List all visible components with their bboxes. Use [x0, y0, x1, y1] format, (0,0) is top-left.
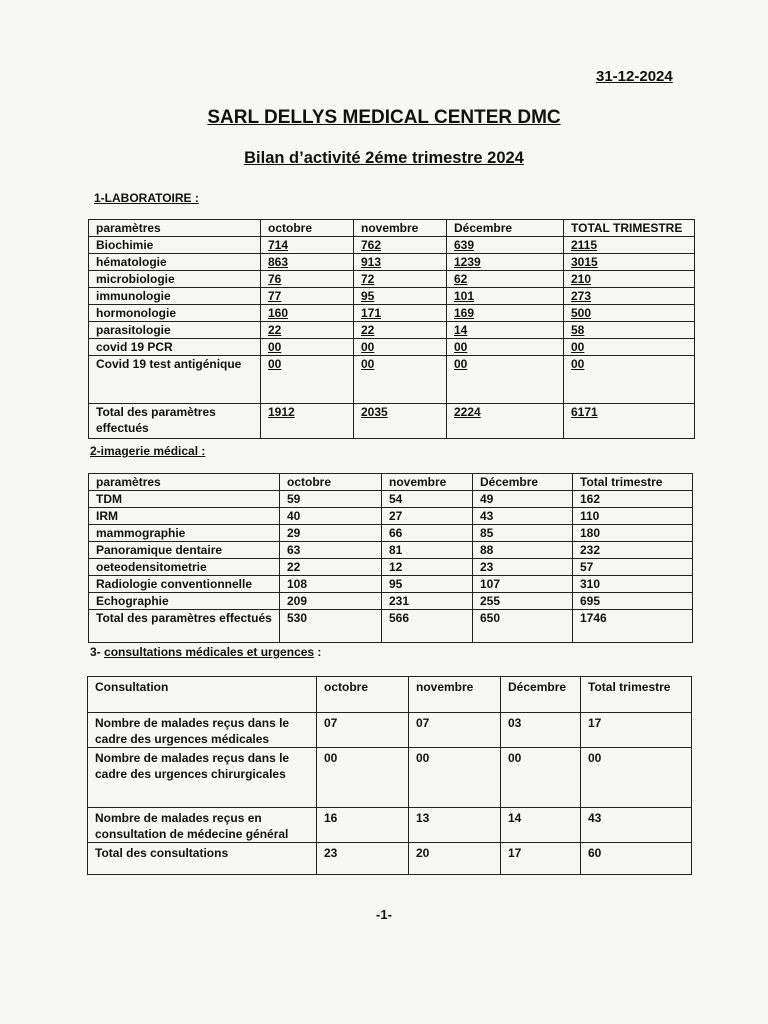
- column-header: paramètres: [89, 220, 261, 237]
- page-number: -1-: [376, 907, 392, 922]
- table-cell: 762: [354, 237, 447, 254]
- row-label: Nombre de malades reçus dans le cadre des urgences médicales: [88, 713, 317, 748]
- table-row: [89, 508, 693, 525]
- table-row: [89, 322, 695, 339]
- consultations-heading-suffix: :: [314, 645, 322, 659]
- table-cell: 43: [581, 808, 692, 843]
- row-label: covid 19 PCR: [89, 339, 261, 356]
- row-label: Panoramique dentaire: [89, 542, 280, 559]
- table-cell: 00: [564, 356, 695, 404]
- table-cell: 00: [564, 339, 695, 356]
- table-row: [88, 713, 692, 748]
- table-cell: 108: [280, 576, 382, 593]
- row-label: Total des paramètres effectués: [89, 404, 261, 439]
- table-cell: 77: [261, 288, 354, 305]
- column-header: octobre: [280, 474, 382, 491]
- table-cell: 101: [447, 288, 564, 305]
- table-cell: 3015: [564, 254, 695, 271]
- table-cell: 210: [564, 271, 695, 288]
- table-cell: 110: [573, 508, 693, 525]
- table-cell: 169: [447, 305, 564, 322]
- section-laboratoire-heading: 1-LABORATOIRE :: [94, 191, 199, 205]
- row-label: Biochimie: [89, 237, 261, 254]
- table-row: [89, 288, 695, 305]
- table-cell: 58: [564, 322, 695, 339]
- table-row: [89, 542, 693, 559]
- row-label: Total des consultations: [88, 843, 317, 875]
- table-cell: 14: [447, 322, 564, 339]
- table-cell: 81: [382, 542, 473, 559]
- table-cell: 00: [354, 356, 447, 404]
- row-label: hématologie: [89, 254, 261, 271]
- table-cell: 95: [354, 288, 447, 305]
- section-imagerie-heading: 2-imagerie médical :: [90, 444, 206, 458]
- column-header: Décembre: [447, 220, 564, 237]
- table-cell: 530: [280, 610, 382, 643]
- table-row: [89, 491, 693, 508]
- table-cell: 27: [382, 508, 473, 525]
- column-header: Total trimestre: [573, 474, 693, 491]
- consultations-heading-text: consultations médicales et urgences: [104, 645, 315, 659]
- table-row: [89, 404, 695, 439]
- table-row: [89, 305, 695, 322]
- table-row: [89, 610, 693, 643]
- table-header-row: [88, 677, 692, 713]
- table-cell: 714: [261, 237, 354, 254]
- table-cell: 00: [354, 339, 447, 356]
- table-cell: 03: [501, 713, 581, 748]
- table-cell: 6171: [564, 404, 695, 439]
- table-cell: 12: [382, 559, 473, 576]
- table-cell: 310: [573, 576, 693, 593]
- table-cell: 54: [382, 491, 473, 508]
- row-label: mammographie: [89, 525, 280, 542]
- table-cell: 273: [564, 288, 695, 305]
- section-consultations-heading: [90, 645, 321, 659]
- column-header: paramètres: [89, 474, 280, 491]
- table-cell: 107: [473, 576, 573, 593]
- table-cell: 95: [382, 576, 473, 593]
- table-cell: 639: [447, 237, 564, 254]
- table-row: [89, 593, 693, 610]
- table-cell: 650: [473, 610, 573, 643]
- table-cell: 00: [447, 339, 564, 356]
- row-label: Nombre de malades reçus en consultation de médecine général: [88, 808, 317, 843]
- table-cell: 29: [280, 525, 382, 542]
- table-cell: 22: [261, 322, 354, 339]
- table-cell: 72: [354, 271, 447, 288]
- table-cell: 76: [261, 271, 354, 288]
- table-cell: 88: [473, 542, 573, 559]
- table-cell: 49: [473, 491, 573, 508]
- table-cell: 17: [501, 843, 581, 875]
- table-cell: 43: [473, 508, 573, 525]
- table-row: [89, 576, 693, 593]
- table-cell: 232: [573, 542, 693, 559]
- row-label: oeteodensitometrie: [89, 559, 280, 576]
- table-cell: 171: [354, 305, 447, 322]
- column-header: Décembre: [501, 677, 581, 713]
- column-header: TOTAL TRIMESTRE: [564, 220, 695, 237]
- column-header: novembre: [409, 677, 501, 713]
- row-label: Nombre de malades reçus dans le cadre des urgences chirurgicales: [88, 748, 317, 808]
- table-cell: 500: [564, 305, 695, 322]
- table-cell: 00: [261, 356, 354, 404]
- table-cell: 13: [409, 808, 501, 843]
- table-cell: 59: [280, 491, 382, 508]
- consultations-heading-prefix: 3-: [90, 645, 105, 659]
- row-label: Total des paramètres effectués: [89, 610, 280, 643]
- column-header: novembre: [354, 220, 447, 237]
- table-cell: 863: [261, 254, 354, 271]
- table-cell: 2035: [354, 404, 447, 439]
- laboratoire-table: [88, 219, 695, 439]
- table-cell: 1239: [447, 254, 564, 271]
- row-label: IRM: [89, 508, 280, 525]
- table-cell: 1912: [261, 404, 354, 439]
- table-cell: 231: [382, 593, 473, 610]
- row-label: TDM: [89, 491, 280, 508]
- table-cell: 85: [473, 525, 573, 542]
- table-cell: 1746: [573, 610, 693, 643]
- table-cell: 209: [280, 593, 382, 610]
- table-cell: 00: [447, 356, 564, 404]
- table-cell: 07: [409, 713, 501, 748]
- table-row: [89, 271, 695, 288]
- document-subtitle: Bilan d’activité 2éme trimestre 2024: [244, 149, 524, 167]
- table-cell: 00: [409, 748, 501, 808]
- table-cell: 255: [473, 593, 573, 610]
- document-title: SARL DELLYS MEDICAL CENTER DMC: [207, 107, 561, 128]
- column-header: octobre: [261, 220, 354, 237]
- table-header-row: [89, 220, 695, 237]
- table-cell: 07: [317, 713, 409, 748]
- table-cell: 22: [280, 559, 382, 576]
- table-cell: 16: [317, 808, 409, 843]
- table-cell: 20: [409, 843, 501, 875]
- table-cell: 913: [354, 254, 447, 271]
- table-row: [89, 237, 695, 254]
- row-label: immunologie: [89, 288, 261, 305]
- table-cell: 66: [382, 525, 473, 542]
- imagerie-table: [88, 473, 693, 643]
- table-header-row: [89, 474, 693, 491]
- table-cell: 00: [501, 748, 581, 808]
- table-cell: 2115: [564, 237, 695, 254]
- table-cell: 162: [573, 491, 693, 508]
- table-cell: 14: [501, 808, 581, 843]
- table-cell: 00: [261, 339, 354, 356]
- table-cell: 160: [261, 305, 354, 322]
- table-cell: 23: [473, 559, 573, 576]
- table-row: [89, 356, 695, 404]
- table-row: [89, 254, 695, 271]
- table-row: [88, 843, 692, 875]
- table-cell: 62: [447, 271, 564, 288]
- column-header: octobre: [317, 677, 409, 713]
- table-row: [89, 559, 693, 576]
- table-cell: 566: [382, 610, 473, 643]
- column-header: Consultation: [88, 677, 317, 713]
- row-label: Covid 19 test antigénique: [89, 356, 261, 404]
- table-row: [88, 808, 692, 843]
- row-label: microbiologie: [89, 271, 261, 288]
- table-row: [89, 525, 693, 542]
- row-label: Echographie: [89, 593, 280, 610]
- column-header: novembre: [382, 474, 473, 491]
- document-date: 31-12-2024: [596, 68, 673, 85]
- table-cell: 695: [573, 593, 693, 610]
- table-cell: 180: [573, 525, 693, 542]
- row-label: Radiologie conventionnelle: [89, 576, 280, 593]
- table-cell: 23: [317, 843, 409, 875]
- table-cell: 00: [317, 748, 409, 808]
- consultations-table: [87, 676, 692, 875]
- table-cell: 60: [581, 843, 692, 875]
- row-label: parasitologie: [89, 322, 261, 339]
- table-cell: 57: [573, 559, 693, 576]
- table-cell: 22: [354, 322, 447, 339]
- table-cell: 2224: [447, 404, 564, 439]
- table-cell: 00: [581, 748, 692, 808]
- table-row: [89, 339, 695, 356]
- column-header: Décembre: [473, 474, 573, 491]
- table-row: [88, 748, 692, 808]
- table-cell: 40: [280, 508, 382, 525]
- column-header: Total trimestre: [581, 677, 692, 713]
- row-label: hormonologie: [89, 305, 261, 322]
- table-cell: 17: [581, 713, 692, 748]
- table-cell: 63: [280, 542, 382, 559]
